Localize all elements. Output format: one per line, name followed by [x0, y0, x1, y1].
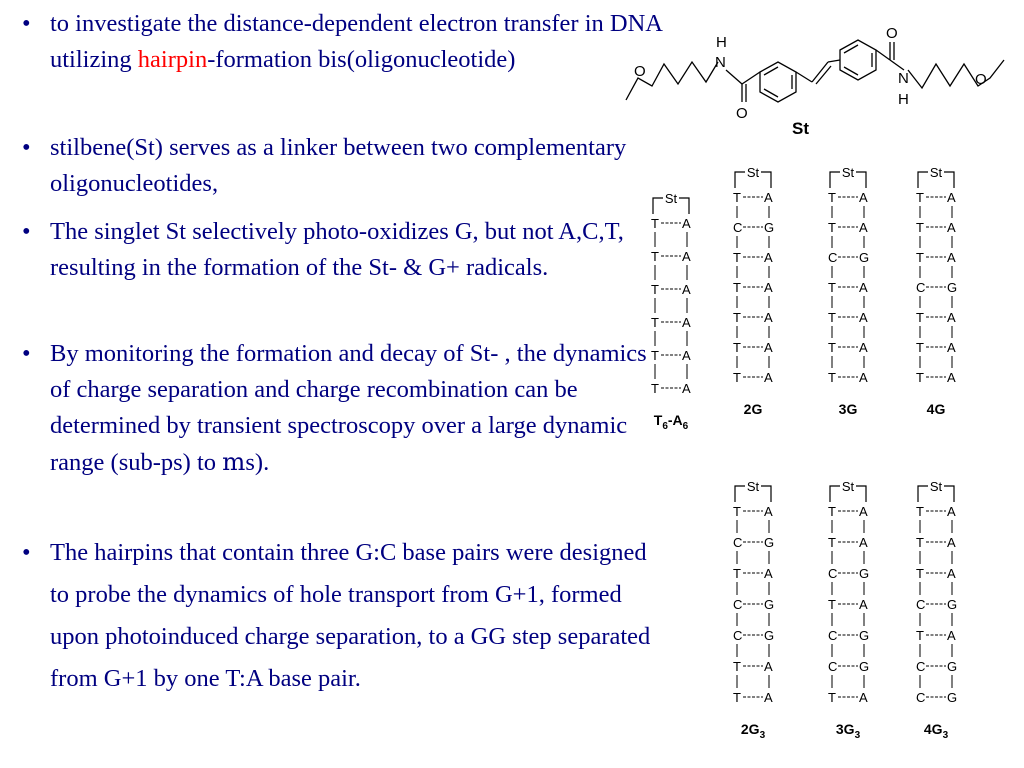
base-right: A — [764, 310, 773, 325]
base-left: C — [828, 566, 838, 581]
bullet-marker: • — [22, 218, 31, 245]
base-right: G — [859, 628, 870, 643]
base-right: G — [947, 597, 958, 612]
bullet-marker: • — [22, 134, 31, 161]
base-right: A — [859, 504, 868, 519]
hairpin-3 — [828, 165, 869, 417]
loop-right — [761, 172, 771, 188]
loop-right — [856, 486, 866, 502]
loop-left — [653, 198, 663, 214]
base-right: G — [764, 535, 775, 550]
atom-n-right: N — [898, 70, 909, 87]
base-left: T — [828, 690, 836, 705]
bullet-1-text-b: -formation bis(oligonucleotide) — [207, 46, 516, 73]
right-chain — [908, 60, 1004, 88]
base-right: A — [682, 249, 691, 264]
loop-right — [944, 172, 954, 188]
hairpin-4 — [916, 165, 957, 417]
base-left: C — [733, 597, 743, 612]
base-left: C — [733, 535, 743, 550]
base-right: A — [764, 566, 773, 581]
left-ring — [760, 62, 796, 102]
base-right: A — [947, 535, 956, 550]
st-label: St — [929, 165, 943, 180]
base-right: G — [947, 280, 958, 295]
base-left: T — [733, 310, 741, 325]
base-left: T — [733, 566, 741, 581]
base-left: T — [916, 310, 924, 325]
base-right: A — [947, 190, 956, 205]
base-right: A — [682, 216, 691, 231]
atom-h-right: H — [898, 91, 909, 108]
loop-left — [830, 486, 840, 502]
base-left: T — [828, 340, 836, 355]
base-left: C — [916, 597, 926, 612]
hairpin-5 — [733, 479, 774, 741]
hairpin-7 — [916, 479, 957, 741]
base-right: A — [764, 659, 773, 674]
base-right: G — [764, 597, 775, 612]
hairpin-diagrams — [651, 165, 957, 741]
base-left: T — [651, 315, 659, 330]
bullet-4-text-b: s). — [245, 449, 270, 476]
hairpin-label: $4G_3$ — [923, 721, 949, 741]
molecule-label: St — [792, 119, 809, 138]
base-left: C — [916, 280, 926, 295]
base-right: G — [764, 220, 775, 235]
base-left: T — [733, 280, 741, 295]
base-left: T — [828, 370, 836, 385]
atom-o-right: O — [975, 71, 987, 88]
bullet-2-text: stilbene(St) serves as a linker between two complementary oligonucleotides, — [50, 134, 627, 197]
base-left: T — [916, 250, 924, 265]
base-right: A — [947, 310, 956, 325]
base-left: T — [733, 340, 741, 355]
loop-left — [918, 172, 928, 188]
base-left: C — [733, 220, 743, 235]
base-left: T — [651, 249, 659, 264]
base-left: T — [651, 216, 659, 231]
st-label: St — [841, 479, 855, 494]
bond — [890, 60, 904, 70]
base-left: T — [651, 348, 659, 363]
atom-o-carbonyl-right: O — [886, 25, 898, 42]
base-right: A — [682, 381, 691, 396]
bond — [796, 72, 812, 82]
base-right: A — [764, 250, 773, 265]
loop-right — [679, 198, 689, 214]
mu-symbol: m — [222, 447, 246, 476]
base-left: T — [828, 220, 836, 235]
base-right: G — [859, 659, 870, 674]
loop-right — [944, 486, 954, 502]
atom-n-left: N — [715, 54, 726, 71]
base-right: A — [859, 220, 868, 235]
base-left: T — [916, 504, 924, 519]
base-right: A — [859, 535, 868, 550]
base-left: T — [828, 535, 836, 550]
base-right: A — [947, 220, 956, 235]
base-left: T — [828, 597, 836, 612]
bond — [726, 70, 742, 84]
base-left: C — [828, 628, 838, 643]
base-left: T — [916, 190, 924, 205]
base-right: A — [682, 348, 691, 363]
st-label: St — [929, 479, 943, 494]
base-right: G — [859, 566, 870, 581]
base-left: T — [828, 280, 836, 295]
base-left: T — [651, 282, 659, 297]
bullet-3-text: The singlet St selectively photo-oxidizes G, but not A,C,T, resulting in the formation of the St- & G+ radicals. — [50, 218, 624, 281]
base-left: T — [733, 690, 741, 705]
base-left: T — [733, 504, 741, 519]
base-right: A — [947, 250, 956, 265]
bullet-marker: • — [22, 340, 31, 367]
base-right: A — [764, 190, 773, 205]
base-right: A — [764, 280, 773, 295]
base-right: A — [764, 504, 773, 519]
hairpin-1 — [651, 191, 691, 432]
st-label: St — [841, 165, 855, 180]
bullet-1-text-a: to investigate the distance-dependent electron transfer in DNA utilizing — [50, 10, 662, 73]
base-right: G — [947, 659, 958, 674]
base-right: A — [764, 370, 773, 385]
base-left: T — [916, 340, 924, 355]
base-right: A — [947, 566, 956, 581]
bullet-5-text: The hairpins that contain three G:C base pairs were designed to probe the dynamics of hole transport from G+1, formed upon photoinduced charge separation, to a GG step separated from G+1 by one T:A base pair. — [50, 539, 651, 692]
stilbene-molecule — [626, 25, 1004, 138]
base-left: C — [916, 690, 926, 705]
bullet-1-highlight: hairpin — [137, 46, 208, 73]
base-left: T — [733, 659, 741, 674]
base-right: A — [764, 690, 773, 705]
loop-right — [761, 486, 771, 502]
base-right: A — [682, 315, 691, 330]
base-left: C — [828, 250, 838, 265]
bond — [876, 50, 890, 60]
bond — [828, 60, 840, 62]
bond — [742, 72, 760, 84]
hairpin-label: $2G_3$ — [740, 721, 766, 741]
base-left: T — [916, 566, 924, 581]
st-label: St — [746, 165, 760, 180]
base-left: C — [828, 659, 838, 674]
base-left: T — [828, 190, 836, 205]
atom-h-left: H — [716, 34, 727, 51]
atom-o-carbonyl-left: O — [736, 105, 748, 122]
base-left: T — [733, 250, 741, 265]
base-left: T — [828, 310, 836, 325]
base-right: A — [764, 340, 773, 355]
base-right: A — [859, 280, 868, 295]
right-ring — [840, 40, 876, 80]
base-left: T — [916, 628, 924, 643]
loop-left — [918, 486, 928, 502]
base-right: A — [859, 690, 868, 705]
loop-left — [735, 172, 745, 188]
hairpin-2 — [733, 165, 774, 417]
bullet-4-text-a: By monitoring the formation and decay of St- , the dynamics of charge separation and charge recombination can be determined by transient spectroscopy over a large dynamic range (sub-ps) to — [50, 340, 647, 476]
base-left: T — [651, 381, 659, 396]
hairpin-label: 4G — [926, 401, 946, 417]
atom-o-left: O — [634, 63, 646, 80]
base-left: T — [916, 220, 924, 235]
base-right: G — [859, 250, 870, 265]
bullet-marker: • — [22, 539, 31, 566]
loop-left — [735, 486, 745, 502]
base-left: C — [733, 628, 743, 643]
base-right: A — [947, 340, 956, 355]
base-left: T — [916, 370, 924, 385]
base-left: T — [733, 370, 741, 385]
base-left: T — [916, 535, 924, 550]
bullet-marker: • — [22, 10, 31, 37]
base-left: C — [916, 659, 926, 674]
hairpin-label: 3G — [838, 401, 858, 417]
base-right: G — [764, 628, 775, 643]
base-left: T — [733, 190, 741, 205]
base-left: T — [828, 504, 836, 519]
hairpin-label: 2G — [743, 401, 763, 417]
loop-left — [830, 172, 840, 188]
base-right: A — [947, 504, 956, 519]
base-right: A — [859, 310, 868, 325]
hairpin-6 — [828, 479, 869, 741]
base-right: A — [859, 190, 868, 205]
base-right: A — [859, 340, 868, 355]
base-right: A — [682, 282, 691, 297]
st-label: St — [664, 191, 678, 206]
st-label: St — [746, 479, 760, 494]
loop-right — [856, 172, 866, 188]
base-right: A — [947, 628, 956, 643]
hairpin-label: $3G_3$ — [835, 721, 861, 741]
base-right: A — [859, 597, 868, 612]
base-right: G — [947, 690, 958, 705]
hairpin-label: $T_6-A_6$ — [653, 412, 689, 432]
base-right: A — [947, 370, 956, 385]
base-right: A — [859, 370, 868, 385]
